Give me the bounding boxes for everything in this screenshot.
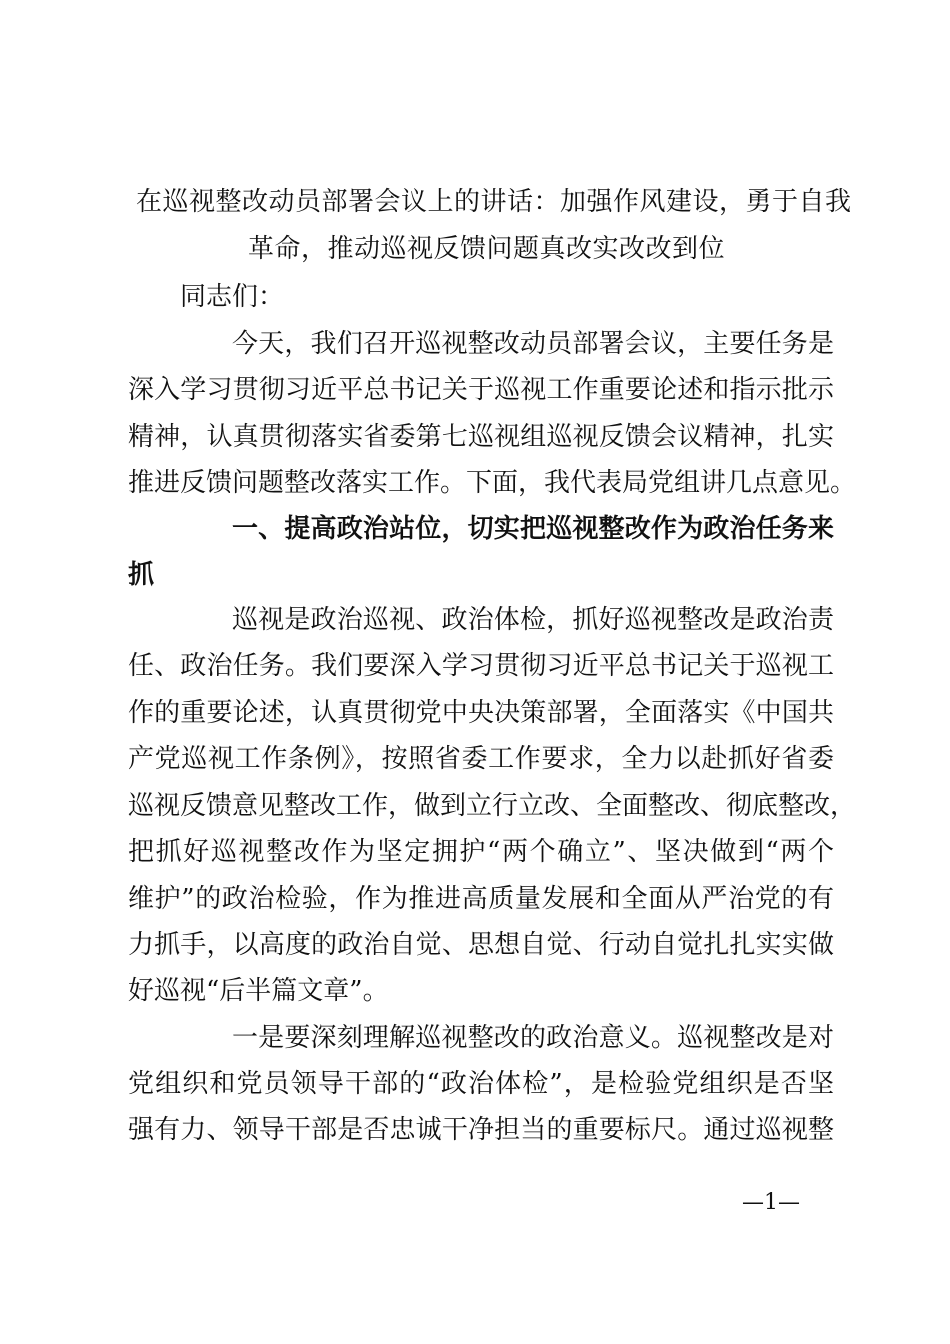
salutation: 同志们：	[180, 282, 285, 312]
page-number: —1—	[742, 1190, 800, 1215]
intro-line: 推进反馈问题整改落实工作。下面，我代表局党组讲几点意见。	[128, 468, 857, 498]
intro-line: 精神，认真贯彻落实省委第七巡视组巡视反馈会议精神，扎实	[128, 422, 834, 452]
paragraph-line: 强有力、领导干部是否忠诚干净担当的重要标尺。通过巡视整	[128, 1115, 834, 1145]
paragraph-line: 一是要深刻理解巡视整改的政治意义。巡视整改是对	[232, 1023, 834, 1053]
paragraph-line: 把抓好巡视整改作为坚定拥护“两个确立”、坚决做到“两个	[128, 837, 834, 867]
paragraph-line: 力抓手，以高度的政治自觉、思想自觉、行动自觉扎扎实实做	[128, 930, 834, 960]
paragraph-line: 作的重要论述，认真贯彻党中央决策部署，全面落实《中国共	[128, 698, 834, 728]
paragraph-line: 好巡视“后半篇文章”。	[128, 976, 389, 1006]
section-heading-1: 一、提高政治站位，切实把巡视整改作为政治任务来	[232, 514, 834, 544]
section-heading-1-continued: 抓	[128, 560, 155, 590]
paragraph-line: 产党巡视工作条例》，按照省委工作要求，全力以赴抓好省委	[128, 744, 834, 774]
document-title-line-1: 在巡视整改动员部署会议上的讲话：加强作风建设，勇于自我	[136, 187, 852, 217]
paragraph-line: 任、政治任务。我们要深入学习贯彻习近平总书记关于巡视工	[128, 651, 834, 681]
paragraph-line: 巡视是政治巡视、政治体检，抓好巡视整改是政治责	[232, 605, 834, 635]
paragraph-line: 巡视反馈意见整改工作，做到立行立改、全面整改、彻底整改，	[128, 791, 857, 821]
intro-line: 今天，我们召开巡视整改动员部署会议，主要任务是	[232, 329, 834, 359]
paragraph-line: 维护”的政治检验，作为推进高质量发展和全面从严治党的有	[128, 884, 834, 914]
document-title-line-2: 革命，推动巡视反馈问题真改实改改到位	[248, 234, 726, 264]
paragraph-line: 党组织和党员领导干部的“政治体检”，是检验党组织是否坚	[128, 1069, 834, 1099]
intro-line: 深入学习贯彻习近平总书记关于巡视工作重要论述和指示批示	[128, 375, 834, 405]
